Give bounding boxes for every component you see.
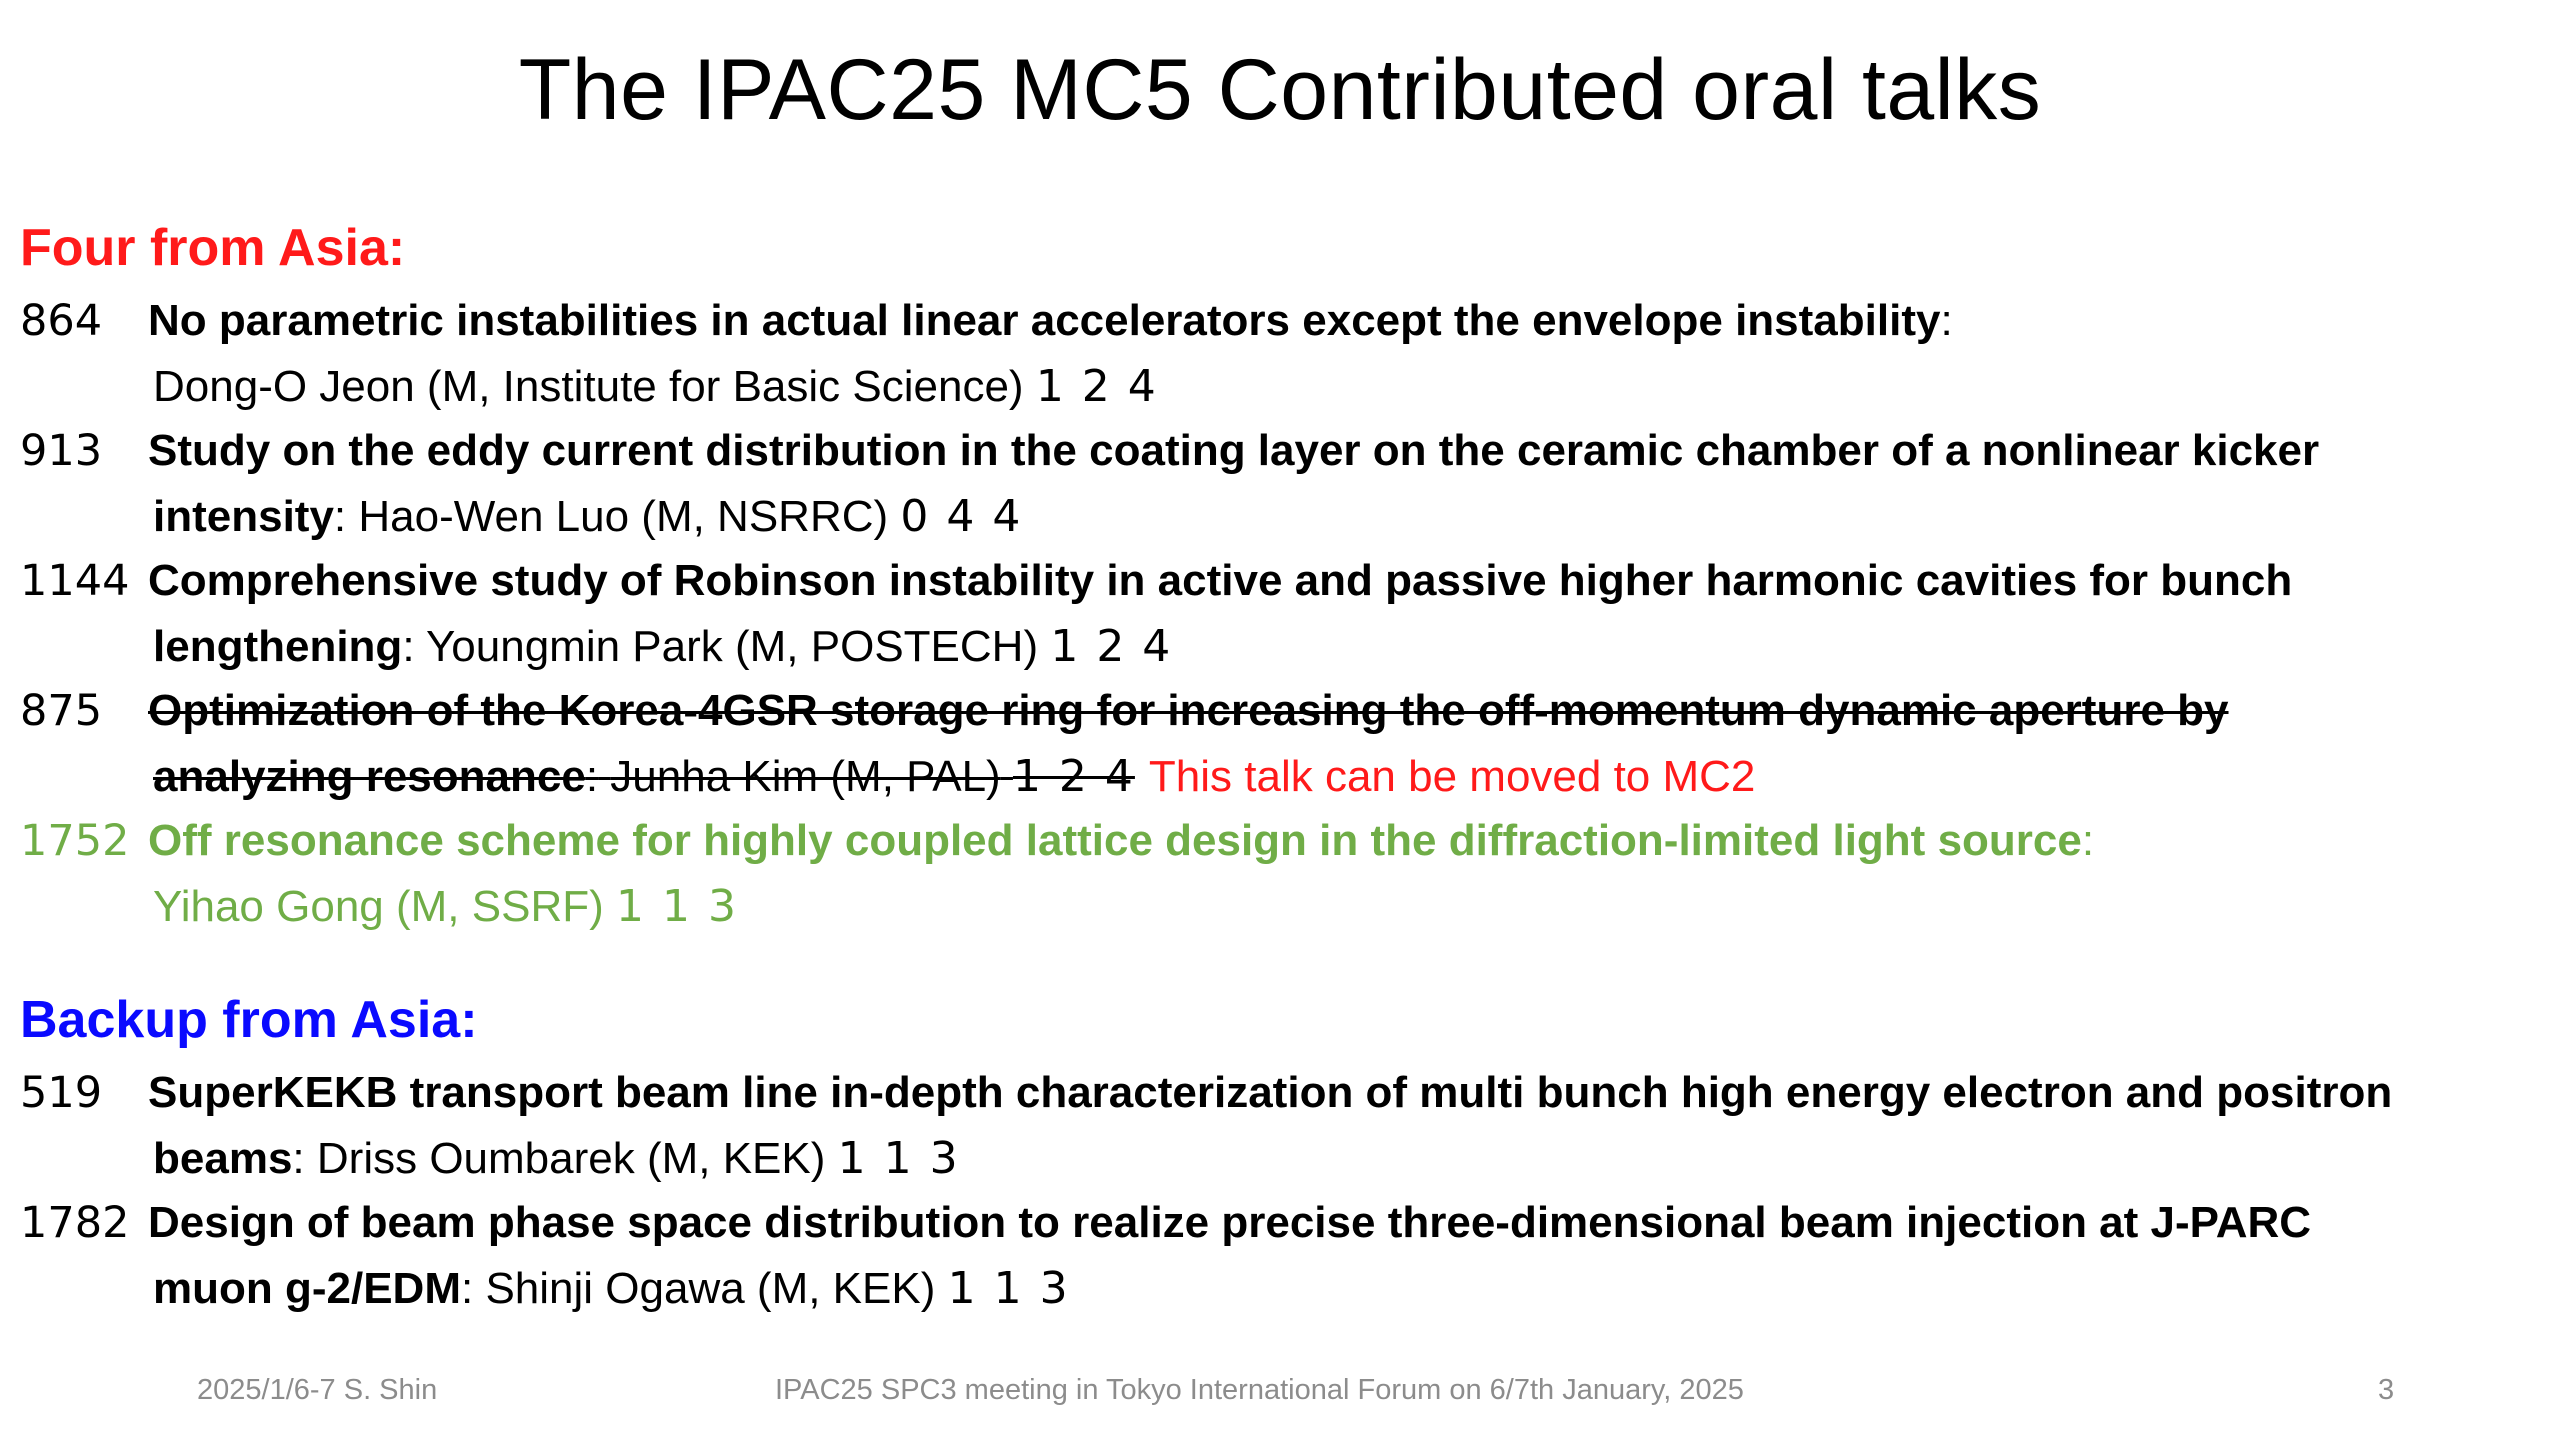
talk-number: 1782 [20,1198,130,1248]
talk-title: No parametric instabilities in actual linear accelerators except the envelope instability [148,296,1941,345]
talk-scores: 1 1 3 [947,1263,1070,1314]
talk-speaker: Driss Oumbarek (M, KEK) [316,1134,826,1183]
talk-number: 519 [20,1068,103,1118]
backup-talk-item [20,1190,2540,1321]
talk-item [20,418,2540,549]
talk-item [20,548,2540,679]
talk-item [20,288,2540,419]
footer-page-number: 3 [2378,1374,2395,1406]
talk-number: 875 [20,686,103,736]
talk-scores: 1 2 4 [1050,621,1173,672]
talk-scores: 1 2 4 [1012,751,1135,802]
talk-number: 864 [20,296,103,346]
talk-number: 913 [20,426,103,476]
talk-scores: 1 1 3 [615,881,738,932]
backup-talk-item [20,1060,2540,1191]
talk-title: Study on the eddy current distribution in the coating layer on the ceramic chamber of a nonlinear kicker [148,426,2320,475]
talk-speaker: Yihao Gong (M, SSRF) [153,882,604,931]
talk-separator: : [460,1264,474,1313]
talk-separator: : [333,492,347,541]
talk-item-withdrawn [20,678,2540,809]
talk-scores: 0 4 4 [900,491,1023,542]
talk-title: Off resonance scheme for highly coupled lattice design in the diffraction-limited light source [148,816,2082,865]
talk-title: Optimization of the Korea-4GSR storage ring for increasing the off-momentum dynamic aperture by [148,686,2229,735]
talk-note: This talk can be moved to MC2 [1148,752,1756,801]
talk-title: Design of beam phase space distribution to realize precise three-dimensional beam injection at J-PARC [148,1198,2312,1247]
talk-speaker: Youngmin Park (M, POSTECH) [425,622,1039,671]
footer-meeting: IPAC25 SPC3 meeting in Tokyo International Forum on 6/7th January, 2025 [775,1374,1744,1406]
talk-separator: : [2081,816,2095,865]
talk-title-continued: intensity [153,492,334,541]
footer-date-author: 2025/1/6-7 S. Shin [197,1374,438,1406]
talk-separator: : [585,752,599,801]
talk-title: Comprehensive study of Robinson instability in active and passive higher harmonic cavities for bunch [148,556,2293,605]
talk-speaker: Junha Kim (M, PAL) [610,752,1001,801]
slide-title: The IPAC25 MC5 Contributed oral talks [518,42,2042,138]
talk-title-continued: analyzing resonance [153,752,586,801]
talk-speaker: Hao-Wen Luo (M, NSRRC) [358,492,889,541]
section-heading-four: Four from Asia: [20,219,406,277]
talk-scores: 1 1 3 [837,1133,960,1184]
talk-speaker: Dong-O Jeon (M, Institute for Basic Science) [153,362,1024,411]
talk-title: SuperKEKB transport beam line in-depth characterization of multi bunch high energy electron and positron [148,1068,2393,1117]
talk-scores: 1 2 4 [1035,361,1158,412]
talk-separator: : [402,622,415,671]
section-heading-backup: Backup from Asia: [20,991,478,1049]
talk-speaker: Shinji Ogawa (M, KEK) [485,1264,936,1313]
talk-title-continued: muon g-2/EDM [153,1264,461,1313]
talk-item [20,808,2540,939]
talk-number: 1144 [20,556,130,606]
talk-separator: : [292,1134,305,1183]
talk-number: 1752 [20,816,130,866]
talk-separator: : [1940,296,1953,345]
talk-title-continued: beams [153,1134,293,1183]
talk-title-continued: lengthening [153,622,403,671]
